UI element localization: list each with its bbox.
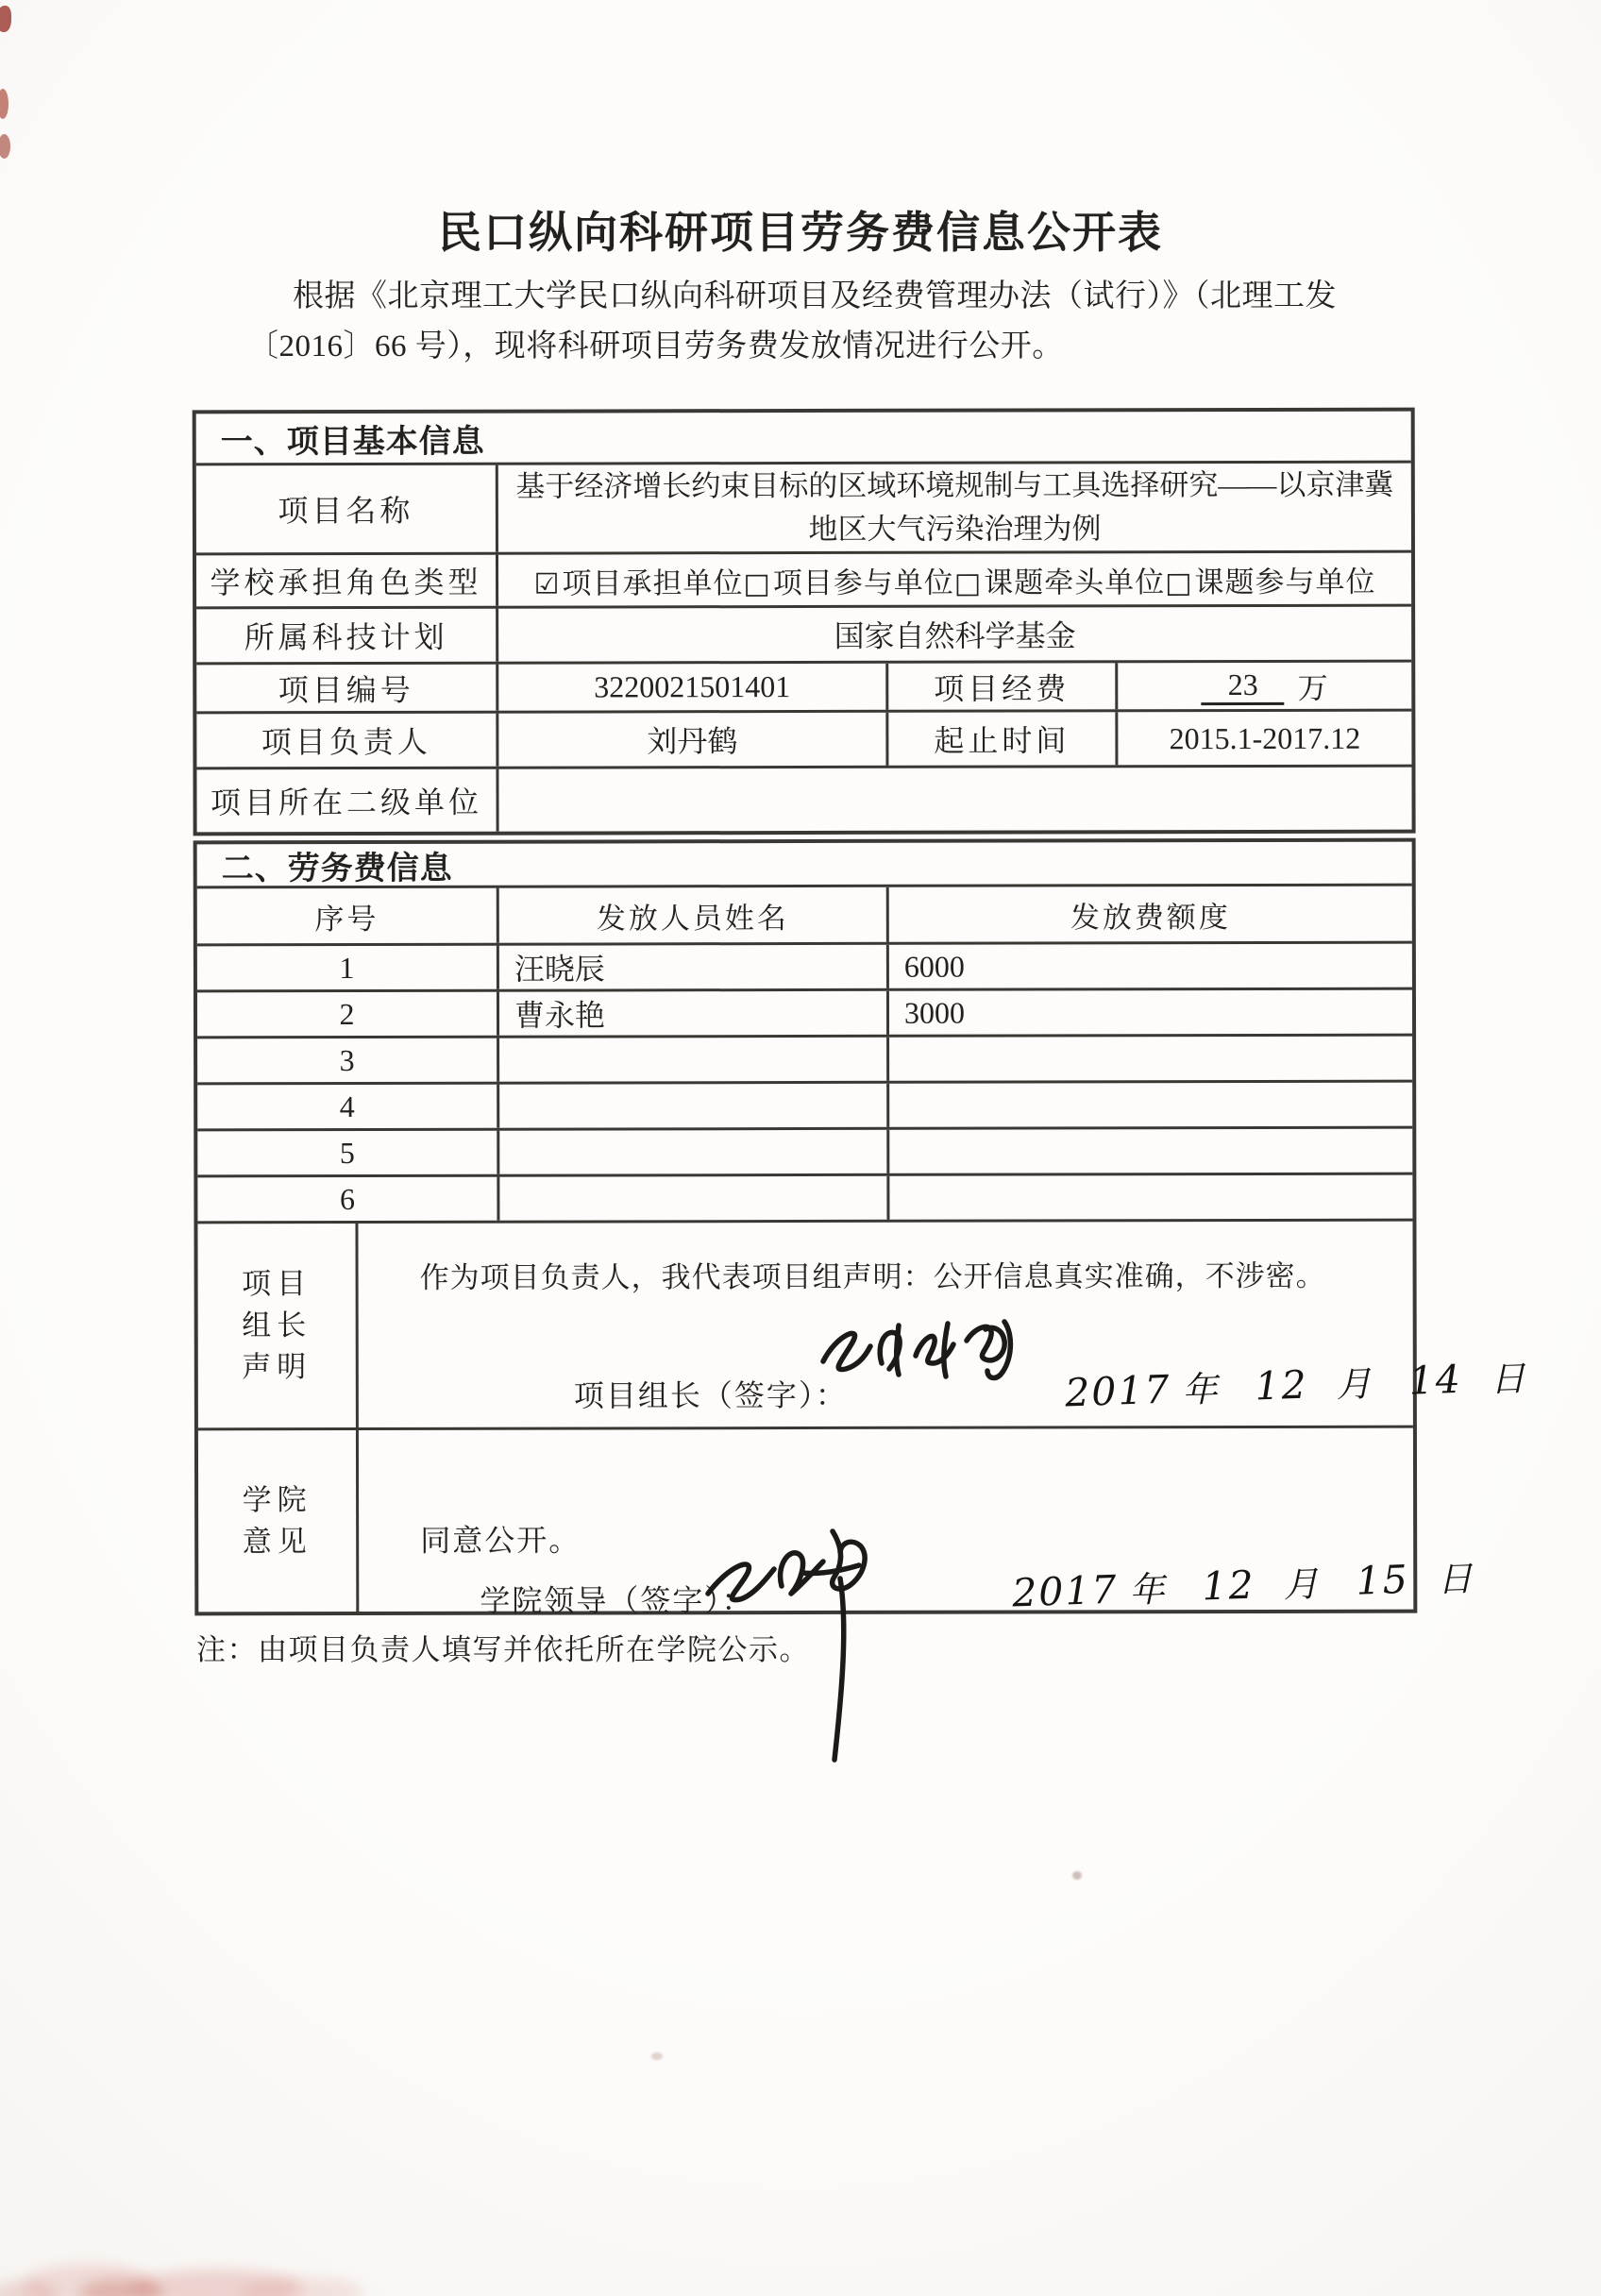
table-row xyxy=(197,988,1412,1037)
role-type-label: 学校承担角色类型 xyxy=(210,565,482,600)
duration-value: 2015.1-2017.12 xyxy=(1115,712,1411,766)
secondary-unit-value xyxy=(496,768,1411,832)
leader-statement-stub: 项目 组长 声明 xyxy=(242,1267,312,1384)
date-year-unit: 年 xyxy=(1128,1568,1166,1612)
plan-value: 国家自然科学基金 xyxy=(496,607,1411,662)
scan-artifact-smudge xyxy=(23,2264,155,2296)
basic-info-table xyxy=(193,408,1416,836)
role-type-options xyxy=(496,553,1411,606)
row-amount: 6000 xyxy=(886,944,1412,988)
pi-duration-row xyxy=(196,709,1411,768)
section1-header xyxy=(196,412,1411,464)
row-name: 曹永艳 xyxy=(497,991,886,1036)
budget-value xyxy=(1115,663,1411,710)
college-sign-label: 学院领导（签字）： xyxy=(480,1583,754,1618)
row-amount xyxy=(886,1129,1412,1173)
date-year: 2017 xyxy=(1011,1566,1120,1616)
row-no: 5 xyxy=(339,1135,355,1170)
row-no: 6 xyxy=(339,1181,355,1216)
project-name-line-2: 地区大气污染治理为例 xyxy=(808,512,1102,546)
budget-amount: 23 xyxy=(1202,667,1285,704)
scan-artifact-red-speck xyxy=(0,6,11,32)
date-day: 15 xyxy=(1355,1556,1410,1604)
project-number-value: 3220021501401 xyxy=(496,664,885,711)
budget-label: 项目经费 xyxy=(885,663,1115,710)
form-title: 民口纵向科研项目劳务费信息公开表 xyxy=(438,208,1163,257)
empty-checkbox-icon: □ xyxy=(743,566,771,600)
duration-label: 起止时间 xyxy=(885,712,1115,766)
row-name xyxy=(497,1176,886,1221)
section2-header xyxy=(197,842,1412,886)
date-day: 14 xyxy=(1407,1356,1463,1404)
date-month: 12 xyxy=(1254,1361,1309,1410)
row-no: 4 xyxy=(339,1089,355,1123)
date-day-unit: 日 xyxy=(1489,1358,1526,1400)
row-amount: 3000 xyxy=(886,990,1412,1035)
college-opinion-stub: 学院 意见 xyxy=(242,1483,312,1559)
empty-checkbox-icon: □ xyxy=(1165,566,1193,599)
form-tables xyxy=(193,408,1418,1616)
role-option: □课题牵头单位 xyxy=(953,565,1166,600)
declaration-text: 作为项目负责人，我代表项目组声明：公开信息真实准确，不涉密。 xyxy=(419,1258,1326,1294)
row-no: 1 xyxy=(339,950,355,985)
row-no: 3 xyxy=(339,1042,355,1077)
scan-artifact-smudge xyxy=(0,2281,57,2296)
row-no: 2 xyxy=(339,996,355,1031)
column-header-no: 序号 xyxy=(314,902,379,936)
leader-sign-label: 项目组长（签字）： xyxy=(573,1377,848,1413)
scan-artifact-smudge xyxy=(241,2277,363,2296)
table-row xyxy=(197,1173,1412,1222)
role-option: □项目参与单位 xyxy=(743,566,954,600)
row-name xyxy=(497,1130,886,1174)
scan-artifact-dot xyxy=(651,2052,663,2060)
table-row xyxy=(197,1080,1412,1129)
labor-table-header-row xyxy=(197,884,1412,944)
checked-checkbox-icon: ☑ xyxy=(533,567,561,601)
column-header-amount: 发放费额度 xyxy=(886,886,1412,942)
plan-label: 所属科技计划 xyxy=(244,619,448,655)
scan-artifact-smudge xyxy=(79,2279,164,2296)
row-name xyxy=(497,1084,886,1128)
date-month-unit: 月 xyxy=(1282,1563,1320,1606)
scan-artifact-red-speck xyxy=(0,134,10,159)
leader-signature xyxy=(810,1303,1046,1407)
section2-header-label: 二、劳务费信息 xyxy=(221,850,453,886)
plan-row xyxy=(196,604,1411,663)
footer-note: 注：由项目负责人填写并依托所在学院公示。 xyxy=(196,1633,810,1666)
table-row xyxy=(197,1034,1412,1083)
project-name-value xyxy=(496,464,1411,552)
empty-checkbox-icon: □ xyxy=(953,566,983,600)
project-number-label: 项目编号 xyxy=(278,672,414,707)
section1-header-label: 一、项目基本信息 xyxy=(220,423,485,460)
role-option-checked: ☑项目承担单位 xyxy=(533,566,744,601)
labor-fee-table xyxy=(194,838,1418,1616)
project-name-row xyxy=(196,461,1411,553)
row-amount xyxy=(886,1037,1412,1081)
scan-artifact-smudge xyxy=(132,2270,302,2296)
secondary-unit-label: 项目所在二级单位 xyxy=(210,785,483,820)
project-name-line-1: 基于经济增长约束目标的区域环境规制与工具选择研究——以京津冀 xyxy=(515,467,1394,503)
scan-artifact-red-speck xyxy=(0,89,8,119)
table-row xyxy=(197,1126,1412,1175)
row-name xyxy=(497,1038,886,1082)
date-year: 2017 xyxy=(1064,1366,1172,1416)
table-row xyxy=(197,941,1412,990)
date-month: 12 xyxy=(1201,1562,1256,1610)
row-amount xyxy=(886,1175,1412,1220)
date-month-unit: 月 xyxy=(1335,1363,1373,1406)
row-amount xyxy=(886,1083,1412,1127)
intro-paragraph xyxy=(247,272,1423,372)
role-type-row xyxy=(196,550,1411,607)
number-budget-row xyxy=(196,660,1411,712)
budget-unit: 万 xyxy=(1297,670,1328,705)
pi-value: 刘丹鹤 xyxy=(496,713,885,767)
column-header-name: 发放人员姓名 xyxy=(497,887,886,943)
scan-artifact-dot xyxy=(1072,1871,1082,1880)
role-option: □课题参与单位 xyxy=(1165,565,1376,599)
pi-label: 项目负责人 xyxy=(261,724,431,760)
intro-line-2: 〔2016〕66 号），现将科研项目劳务费发放情况进行公开。 xyxy=(247,329,1064,363)
project-name-label: 项目名称 xyxy=(278,493,414,529)
row-name: 汪晓辰 xyxy=(497,945,886,989)
college-signature xyxy=(691,1512,974,1796)
secondary-unit-row xyxy=(196,765,1411,833)
date-year-unit: 年 xyxy=(1181,1368,1219,1411)
date-day-unit: 日 xyxy=(1436,1558,1474,1600)
opinion-text: 同意公开。 xyxy=(420,1523,581,1558)
intro-line-1: 根据《北京理工大学民口纵向科研项目及经费管理办法（试行）》（北理工发 xyxy=(293,279,1337,313)
